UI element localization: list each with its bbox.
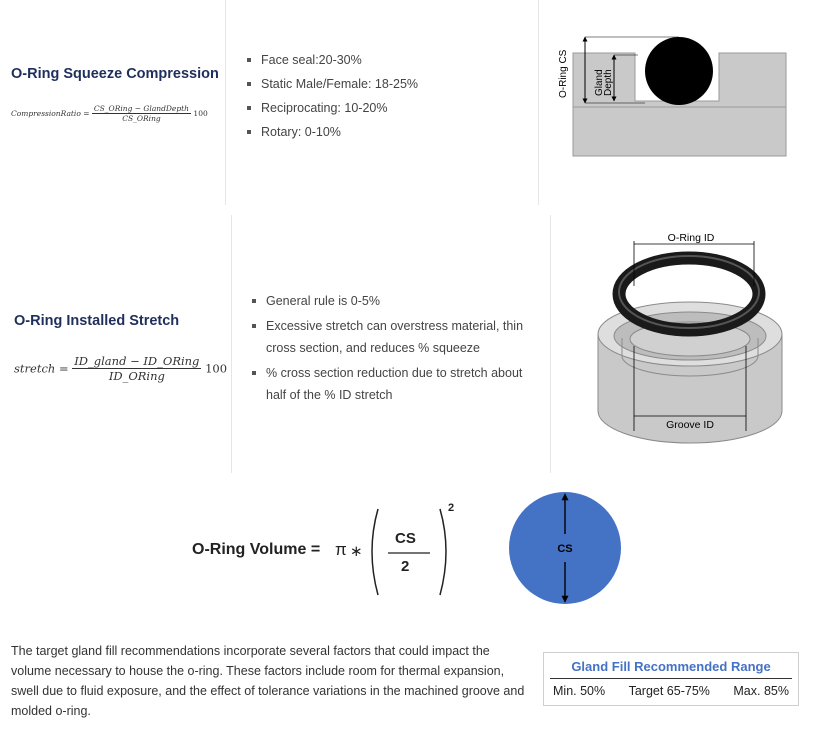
gland-fill-target: Target 65-75% xyxy=(628,684,710,698)
gland-fill-values xyxy=(544,679,798,698)
divider-2b xyxy=(550,215,551,473)
stretch-bullet: General rule is 0-5% xyxy=(250,290,535,312)
squeeze-bullet: Face seal:20-30% xyxy=(245,52,525,68)
label-gland: Gland xyxy=(594,69,605,96)
squeeze-title: O-Ring Squeeze Compression xyxy=(11,66,219,82)
squeeze-bullet: Rotary: 0-10% xyxy=(245,124,525,140)
volume-formula xyxy=(192,495,472,605)
gland-fill-min: Min. 50% xyxy=(553,684,606,698)
squeeze-bullet-list xyxy=(245,52,525,148)
cs-circle-diagram xyxy=(505,488,625,608)
stretch-formula xyxy=(14,354,227,383)
compression-denominator: CS_ORing xyxy=(122,114,161,123)
divider-1b xyxy=(538,0,539,205)
compression-fraction xyxy=(92,104,191,123)
stretch-bullet: Excessive stretch can overstress material, thin cross section, and reduces % squeeze xyxy=(250,315,535,359)
label-groove-id: Groove ID xyxy=(666,419,714,431)
squeeze-bullet: Static Male/Female: 18-25% xyxy=(245,76,525,92)
gland-cross-section-diagram xyxy=(550,28,800,163)
gland-fill-max: Max. 85% xyxy=(733,684,789,698)
cs-circle-label: CS xyxy=(557,543,573,555)
gland-fill-table xyxy=(543,652,799,706)
stretch-numerator: ID_gland − ID_ORing xyxy=(74,354,200,368)
compression-formula xyxy=(11,104,208,123)
volume-exponent: 2 xyxy=(448,502,455,514)
oring-groove-diagram xyxy=(568,226,816,474)
compression-multiplier: 100 xyxy=(193,109,208,118)
stretch-fraction xyxy=(72,354,201,383)
stretch-multiplier: 100 xyxy=(205,361,228,376)
gland-fill-table-title: Gland Fill Recommended Range xyxy=(571,659,771,674)
label-oring-cs: O-Ring CS xyxy=(558,49,569,98)
squeeze-bullet: Reciprocating: 10-20% xyxy=(245,100,525,116)
stretch-denominator: ID_ORing xyxy=(108,369,165,383)
stretch-bullet-list xyxy=(250,290,535,409)
pi-symbol: π xyxy=(335,540,347,559)
volume-denominator: 2 xyxy=(401,558,410,575)
volume-label: O-Ring Volume = xyxy=(192,541,321,558)
compression-numerator: CS_ORing − GlandDepth xyxy=(93,104,190,113)
gland-fill-paragraph: The target gland fill recommendations incorporate several factors that could impact the volume necessary to house the o-ring. These factors include room for thermal expansion, swell due to fluid exposure, and the effect of tolerance variations in the machined groove and molded o-ring. xyxy=(11,644,525,718)
label-depth: Depth xyxy=(603,69,614,96)
times-symbol: ∗ xyxy=(350,543,363,560)
oring-section xyxy=(645,37,713,105)
parentheses xyxy=(364,505,454,600)
stretch-title: O-Ring Installed Stretch xyxy=(14,313,180,329)
gland-base xyxy=(573,107,786,156)
volume-numerator: CS xyxy=(395,530,416,547)
compression-formula-lhs: CompressionRatio = xyxy=(11,109,90,118)
label-oring-id: O-Ring ID xyxy=(667,232,715,244)
divider-1a xyxy=(225,0,226,205)
divider-2a xyxy=(231,215,232,473)
stretch-bullet: % cross section reduction due to stretch about half of the % ID stretch xyxy=(250,362,535,406)
stretch-formula-lhs: stretch = xyxy=(14,361,69,376)
